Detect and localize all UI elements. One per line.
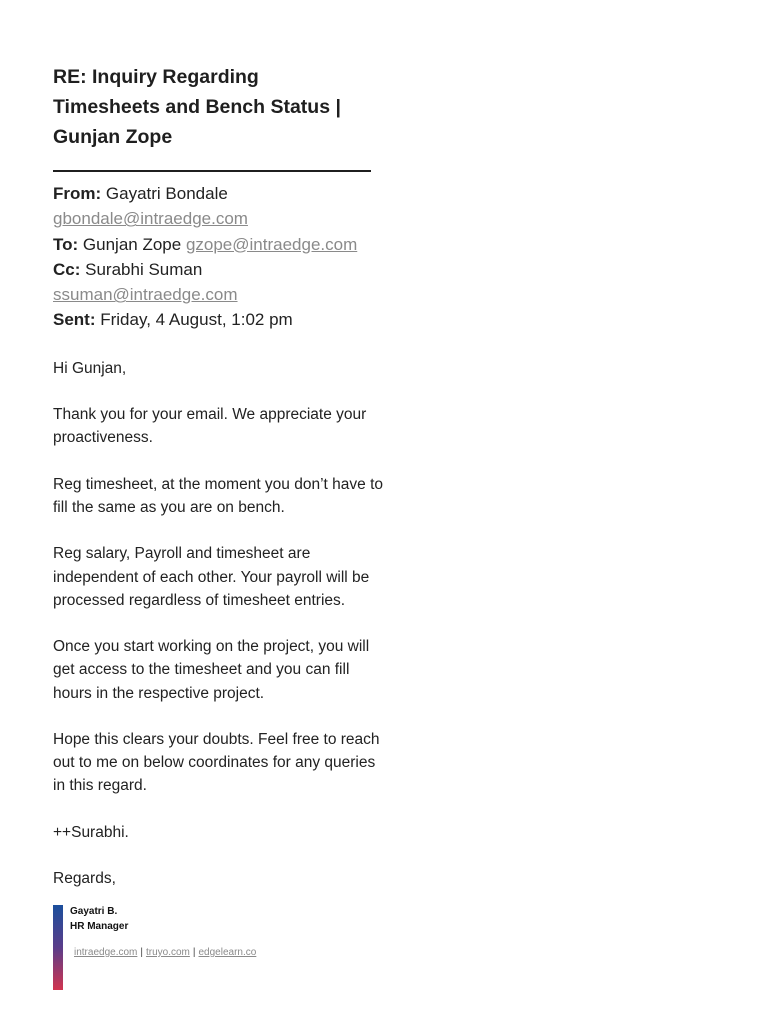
link-separator: | — [192, 947, 196, 958]
email-body — [53, 357, 383, 891]
signature-links — [74, 947, 256, 958]
cc-email-link[interactable]: ssuman@intraedge.com — [53, 285, 238, 305]
to-label: To: — [53, 234, 79, 254]
signature-name: Gayatri B. — [70, 906, 118, 917]
to-line — [53, 232, 383, 257]
from-email-link[interactable]: gbondale@intraedge.com — [53, 209, 248, 229]
sent-value: Friday, 4 August, 1:02 pm — [100, 310, 293, 330]
email-signature — [53, 905, 353, 990]
from-line — [53, 181, 383, 232]
link-edgelearn[interactable]: edgelearn.co — [198, 947, 257, 958]
email-document — [53, 62, 383, 914]
cc-line — [53, 257, 383, 308]
link-intraedge[interactable]: intraedge.com — [74, 947, 138, 958]
body-signoff-name: ++Surabhi. — [53, 823, 129, 841]
signature-title: HR Manager — [70, 921, 129, 932]
body-paragraph: Once you start working on the project, you will get access to the timesheet and you can fill hours in the respective project. — [53, 638, 370, 702]
body-greeting: Hi Gunjan, — [53, 359, 127, 377]
email-subject: RE: Inquiry Regarding Timesheets and Bench Status | Gunjan Zope — [53, 62, 371, 172]
body-paragraph: Thank you for your email. We appreciate your proactiveness. — [53, 406, 367, 447]
body-paragraph: Reg timesheet, at the moment you don’t have to fill the same as you are on bench. — [53, 475, 383, 516]
from-name: Gayatri Bondale — [105, 184, 228, 203]
link-truyo[interactable]: truyo.com — [145, 947, 190, 958]
body-paragraph: Hope this clears your doubts. Feel free to reach out to me on below coordinates for any queries in this regard. — [53, 730, 380, 795]
cc-label: Cc: — [53, 259, 81, 279]
signature-accent-bar — [53, 905, 63, 990]
sent-line — [53, 307, 383, 332]
from-label: From: — [53, 184, 102, 203]
cc-name: Surabhi Suman — [85, 259, 203, 279]
body-closing: Regards, — [53, 870, 116, 888]
email-headers — [53, 181, 383, 333]
sent-label: Sent: — [53, 310, 96, 330]
link-separator: | — [140, 947, 143, 958]
to-name: Gunjan Zope — [82, 234, 182, 254]
to-email-link[interactable]: gzope@intraedge.com — [185, 234, 358, 254]
body-paragraph: Reg salary, Payroll and timesheet are independent of each other. Your payroll will be processed regardless of timesheet entries. — [53, 545, 370, 609]
